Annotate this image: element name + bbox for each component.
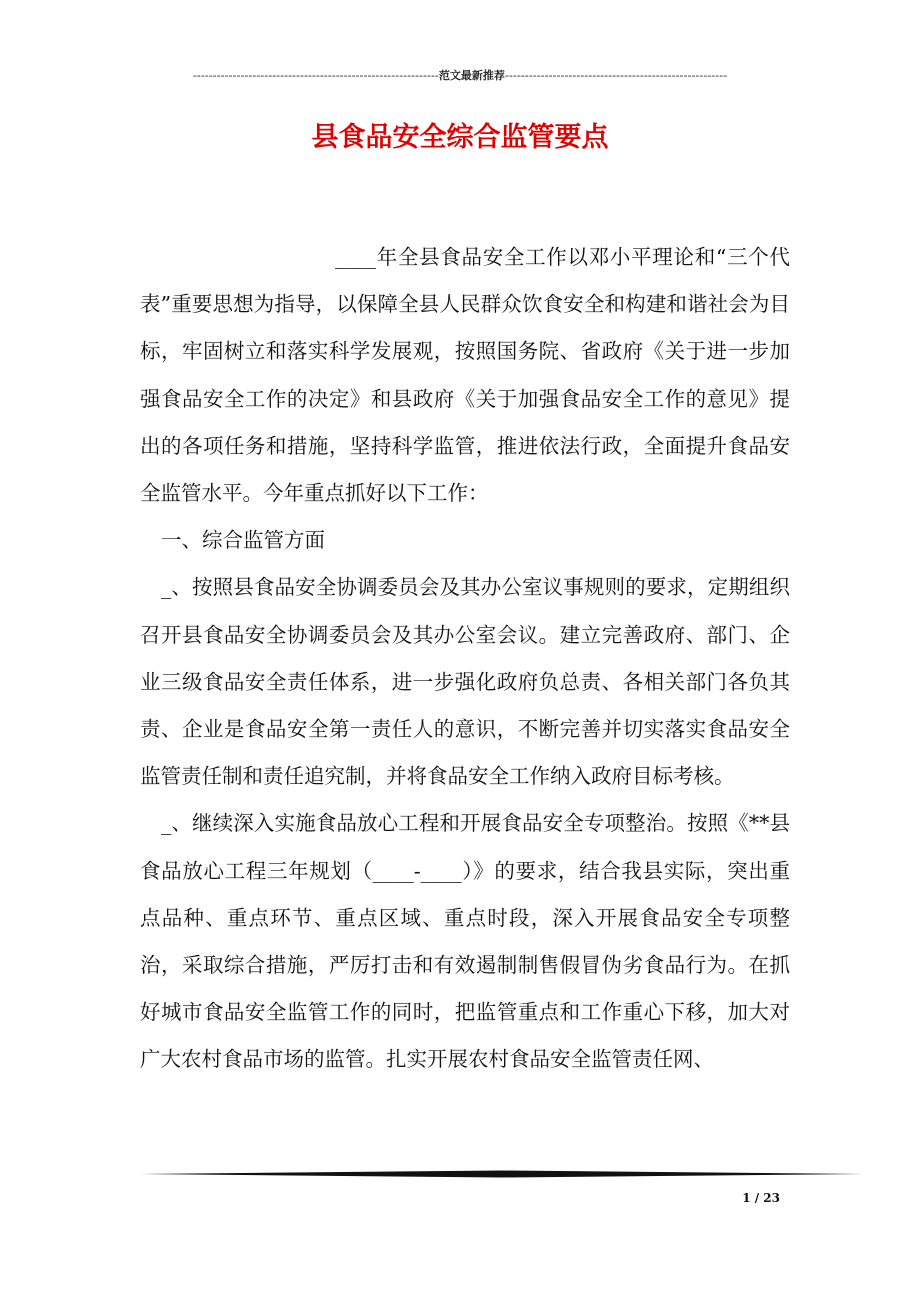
header-right-dashes: -------------------------------------------------------- — [504, 69, 728, 82]
section-heading: 一、综合监管方面 — [161, 528, 325, 553]
page-header — [140, 66, 780, 86]
page-number: 1 / 23 — [742, 1191, 780, 1205]
header-left-dashes: -------------------------------------------------------------- — [192, 69, 439, 82]
footer-rule — [140, 1170, 864, 1178]
document-title: 县食品安全综合监管要点 — [311, 122, 609, 153]
header-label: 范文最新推荐 — [438, 69, 505, 82]
paragraph-item-1: _、按照县食品安全协调委员会及其办公室议事规则的要求，定期组织召开县食品安全协调委员会及其办公室会议。建立完善政府、部门、企业三级食品安全责任体系，进一步强化政府负总责、各相关部门各负其责、企业是食品安全第一责任人的意识，不断完善并切实落实食品安全监管责任制和责任追究制，并将食品安全工作纳入政府目标考核。 — [140, 575, 790, 789]
paragraph-item-2: _、继续深入实施食品放心工程和开展食品安全专项整治。按照《**县食品放心工程三年规划（____-____）》的要求，结合我县实际，突出重点品种、重点环节、重点区域、重点时段，深入开展食品安全专项整治，采取综合措施，严厉打击和有效遏制制售假冒伪劣食品行为。在抓好城市食品安全监管工作的同时，把监管重点和工作重心下移，加大对广大农村食品市场的监管。扎实开展农村食品安全监管责任网、 — [140, 811, 790, 1072]
paragraph-intro: ____年全县食品安全工作以邓小平理论和“三个代表”重要思想为指导，以保障全县人民群众饮食安全和构建和谐社会为目标，牢固树立和落实科学发展观，按照国务院、省政府《关于进一步加强食品安全工作的决定》和县政府《关于加强食品安全工作的意见》提出的各项任务和措施，坚持科学监管，推进依法行政，全面提升食品安全监管水平。今年重点抓好以下工作： — [140, 245, 790, 506]
document-body — [140, 234, 790, 1084]
